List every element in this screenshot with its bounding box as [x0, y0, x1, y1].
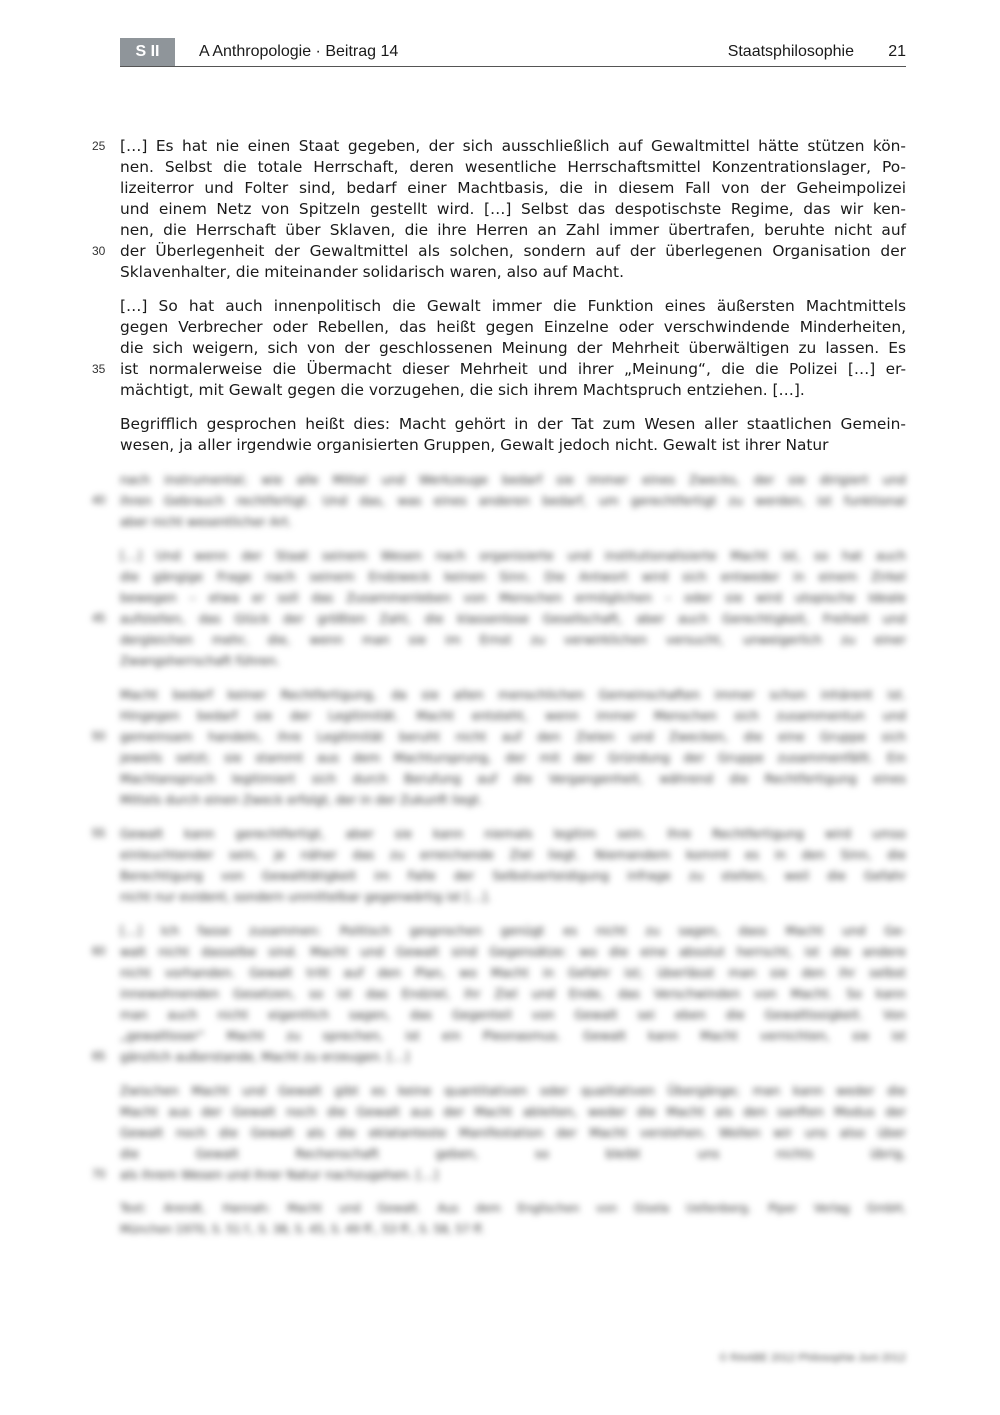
text-line: walt nicht dasselbe sind. Macht und Gewalt sind Gegensätze: wo die eine absolut herrscht, ist die andere [120, 944, 906, 959]
text-line: Mittels durch einen Zweck erfolgt, der in der Zukunft liegt. [120, 792, 483, 807]
text-line: Gewalt noch die Gewalt als die eklatanteste Manifestation der Macht verstehen. Wollen wir uns also über [120, 1125, 906, 1140]
text-line: Begrifflich gesprochen heißt dies: Macht gehört in der Tat zum Wesen aller staatlichen Gemein- [120, 415, 906, 433]
text-line: nach instrumental; wie alle Mittel und Werkzeuge bedarf sie immer eines Zwecks, der sie dirigiert und [120, 472, 906, 487]
text-line: […] Ich fasse zusammen: Politisch gesprochen genügt es nicht zu sagen, dass Macht und Ge- [120, 923, 906, 938]
line-number: 70 [92, 1167, 106, 1181]
source-line: Text: Arendt, Hannah: Macht und Gewalt. Aus dem Englischen von Gisela Uellenberg. Piper Verlag GmbH, [120, 1201, 906, 1215]
text-line: […] So hat auch innenpolitisch die Gewalt immer die Funktion eines äußersten Machtmittels [120, 297, 906, 315]
text-line: lizeiterror und Folter sind, bedarf einer Machtbasis, die in diesem Fall von der Geheimpolizei [120, 179, 906, 197]
text-line: nen, die Herrschaft über Sklaven, die ihre Herren an Zahl immer übertrafen, beruhte nicht auf [120, 221, 906, 239]
text-line: Berechtigung von Gewalttätigkeit im Falle der Selbstverteidigung infrage zu stellen, weil die Gefahr [120, 868, 906, 883]
text-line: man auch nicht eigentlich sagen, das Gegenteil von Gewalt sei eben die Gewaltlosigkeit. Von [120, 1007, 906, 1022]
numbered-line [92, 941, 906, 962]
line-number: 55 [92, 826, 106, 840]
blurred-text [92, 469, 906, 1185]
numbered-line [92, 1046, 906, 1067]
page-header [120, 38, 906, 67]
text-line: und einem Netz von Spitzeln gestellt wird. […] Selbst das despotischste Regime, das wir ken- [120, 200, 906, 218]
text-line: Zwischen Macht und Gewalt gibt es keine quantitativen oder qualitativen Übergänge; man kann weder die [120, 1083, 906, 1098]
numbered-line [92, 1164, 906, 1185]
paragraph [120, 414, 906, 456]
line-number: 40 [92, 493, 106, 507]
text-line: der Überlegenheit der Gewaltmittel als solchen, sondern auf der überlegenen Organisation der [120, 242, 906, 260]
copyright-footer: © RAABE 2012 Philosophie Juni 2012 [719, 1352, 906, 1364]
text-line: einleuchtender sein, je näher das zu erreichende Ziel liegt. Niemandem kommt es in den Sinn, die [120, 847, 906, 862]
source-paragraph [120, 1198, 906, 1240]
text-line: gemeinsam handeln, ihre Legitimität beruht nicht auf den Zielen und Zwecken, die eine Gruppe sich [120, 729, 906, 744]
text-line: Machtanspruch legitimiert sich durch Berufung auf die Vergangenheit, während die Rechtfertigung eines [120, 771, 906, 786]
source-line: München 1970, S. 51 f., S. 38, S. 45, S. 49 ff., 53 ff., S. 58, 57 ff. [120, 1222, 485, 1236]
text-line: Macht aus der Gewalt noch die Gewalt aus der Macht ableiten, weder die Macht als den sanften Modus der [120, 1104, 906, 1119]
text-line: aufstellen, das Glück der größten Zahl, die klassenlose Gesellschaft, aber auch Gerechtigkeit, Freiheit und [120, 611, 906, 626]
text-line: […] Es hat nie einen Staat gegeben, der sich ausschließlich auf Gewaltmittel hätte stützen kön- [120, 137, 906, 155]
text-line: die sich weigern, sich von der geschlossenen Meinung der Mehrheit überwältigen zu lassen. Es [120, 339, 906, 357]
text-line: Gewalt kann gerechtfertigt, aber sie kann niemals legitim sein. Ihre Rechtfertigung wird umso [120, 826, 906, 841]
text-line: nen. Selbst die totale Herrschaft, deren wesentliche Herrschaftsmittel Konzentrationslager, Po- [120, 158, 906, 176]
text-line: dergleichen mehr, die, wenn man sie im Ernst zu verwirklichen versucht, unweigerlich zu einer [120, 632, 906, 647]
line-number: 30 [92, 244, 106, 258]
topic-title: Staatsphilosophie [727, 43, 854, 60]
paragraph [92, 684, 906, 810]
line-number: 45 [92, 611, 106, 625]
numbered-line [92, 241, 906, 262]
paragraph [92, 823, 906, 907]
text-line: […] Und wenn der Staat seinem Wesen nach organisierte und institutionalisierte Macht ist, so hat auch [120, 548, 906, 563]
text-line: mächtigt, mit Gewalt gegen die vorzugehen, die sich ihrem Machtspruch entziehen. […]. [120, 381, 805, 399]
text-line: ihren Gebrauch rechtfertigt. Und das, was eines anderen bedarf, um gerechtfertigt zu werden, ist funktional [120, 493, 906, 508]
paragraph [92, 296, 906, 401]
text-line: gegen Verbrecher oder Rebellen, das heißt gegen Einzelne oder verschwindende Minderheiten, [120, 318, 906, 336]
page-number: 21 [888, 43, 906, 60]
text-line: gänzlich außerstande, Macht zu erzeugen. […] [120, 1049, 410, 1064]
line-number: 60 [92, 944, 106, 958]
numbered-line [92, 726, 906, 747]
paragraph [92, 920, 906, 1067]
numbered-line [92, 823, 906, 844]
text-line: Zwangsherrschaft führen. [120, 653, 280, 668]
text-line: wesen, ja aller irgendwie organisierten Gruppen, Gewalt jedoch nicht. Gewalt ist ihrer Natur [120, 436, 829, 454]
numbered-line [92, 490, 906, 511]
text-line: die gängige Frage nach seinem Endzweck keinen Sinn. Die Antwort wird sich entweder in einem Zirkel [120, 569, 906, 584]
line-number: 25 [92, 139, 106, 153]
paragraph [92, 1080, 906, 1185]
text-line: nicht nur evident, sondern unmittelbar gegenwärtig ist […]. [120, 889, 491, 904]
text-line: bewegen – etwa er soll das Zusammenleben von Menschen ermöglichen – oder sie wird utopische Ideale [120, 590, 906, 605]
paragraph [92, 545, 906, 671]
text-line: ist normalerweise die Übermacht dieser Mehrheit und ihrer „Meinung“, die die Polizei […] er- [120, 360, 906, 378]
legible-text [92, 136, 906, 456]
numbered-line [92, 359, 906, 380]
paragraph [92, 136, 906, 283]
text-line: die Gewalt Rechenschaft geben, so bleibt uns nichts übrig, [120, 1146, 906, 1161]
text-line: innewohnenden Gesetzen, so ist das Endziel, ihr Ziel und Ende, das Verschwinden von Macht. So kann [120, 986, 906, 1001]
text-line: „gewaltloser“ Macht zu sprechen, ist ein Pleonasmus. Gewalt kann Macht vernichten, sie ist [120, 1028, 906, 1043]
section-title: A Anthropologie · Beitrag 14 [199, 43, 399, 60]
paragraph [92, 469, 906, 532]
line-number: 50 [92, 729, 106, 743]
level-badge: S II [120, 38, 175, 66]
text-line: jeweils setzt; sie stammt aus dem Machtursprung, der mit der Gründung der Gruppe zusammenfällt. Ein [120, 750, 906, 765]
source-note [120, 1198, 906, 1240]
line-number: 35 [92, 362, 106, 376]
numbered-line [92, 136, 906, 157]
main-text [92, 136, 906, 1253]
line-number: 65 [92, 1049, 106, 1063]
text-line: als ihrem Wesen und ihrer Natur nachzugehen. […] [120, 1167, 439, 1182]
text-line: nicht vorhanden. Gewalt tritt auf den Plan, wo Macht in Gefahr ist; überlässt man sie den ihr selbst [120, 965, 906, 980]
numbered-line [92, 608, 906, 629]
text-line: Macht bedarf keiner Rechtfertigung, da sie allen menschlichen Gemeinschaften immer schon inhärent ist. [120, 687, 906, 702]
text-line: Hingegen bedarf sie der Legitimität. Macht entsteht, wenn immer Menschen sich zusammentun und [120, 708, 906, 723]
text-line: Sklavenhalter, die miteinander solidarisch waren, also auf Macht. [120, 263, 624, 281]
text-line: aber nicht wesentlicher Art. [120, 514, 292, 529]
